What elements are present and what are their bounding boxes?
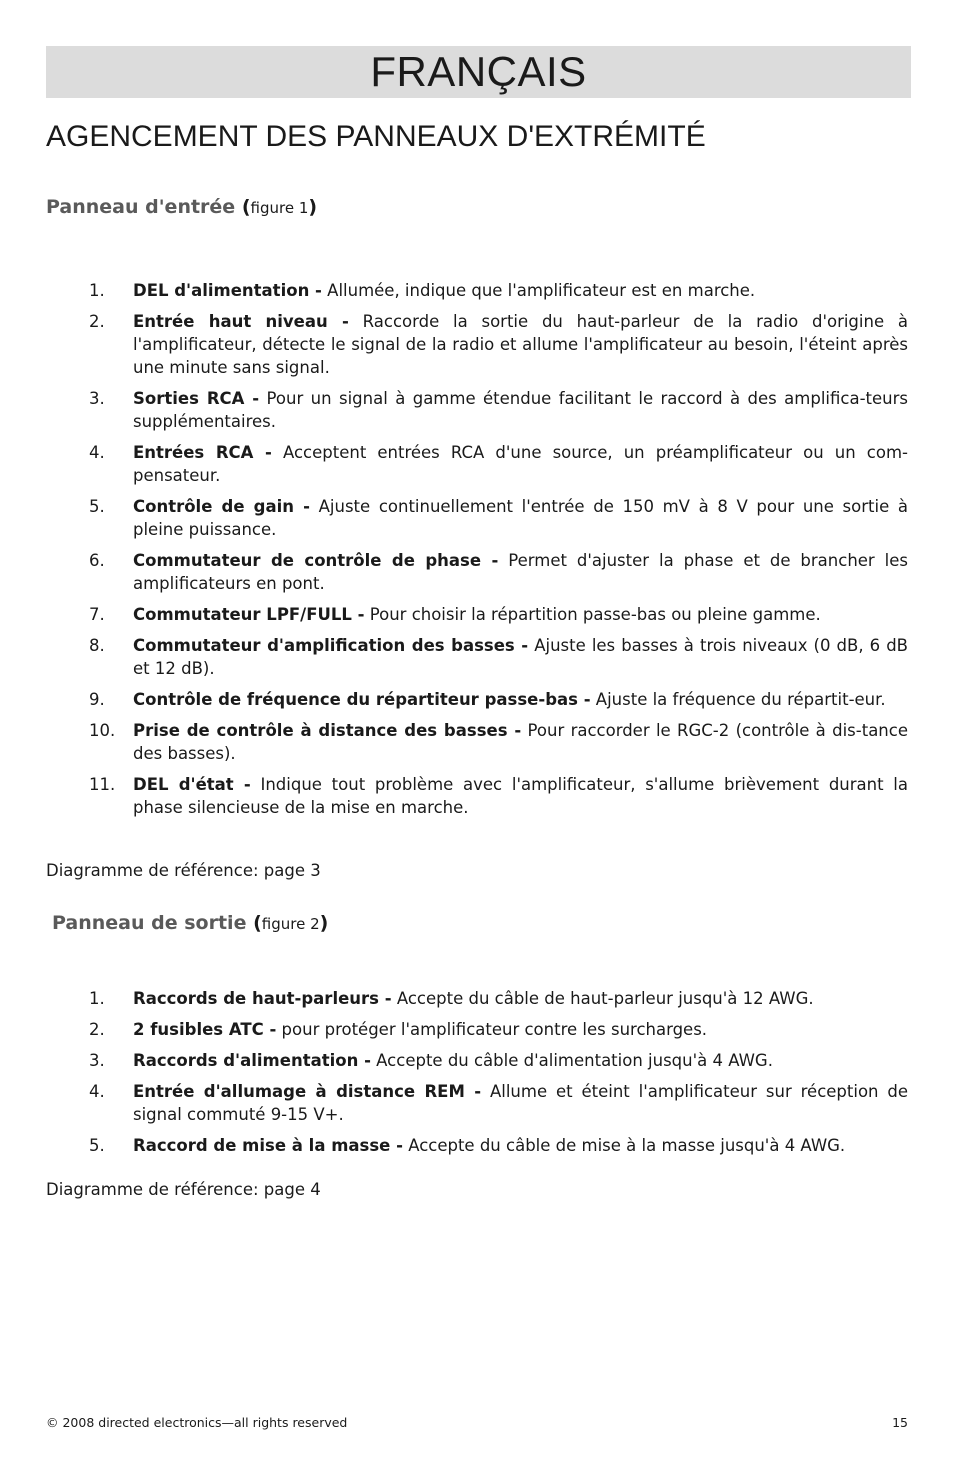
language-title: FRANÇAIS — [370, 48, 587, 95]
item-number: 2. — [89, 312, 105, 331]
item-term: Entrée d'allumage à distance REM - — [133, 1082, 482, 1101]
item-text: Raccorde la sortie du haut-parleur de la radio d'origine à l'amplificateur, détecte le signal de la radio et allume l'amplificateur au besoin, l'éteint après une minute sans signal. — [133, 312, 908, 377]
item-number: 3. — [89, 1051, 105, 1070]
item-number: 1. — [89, 281, 105, 300]
output-panel-close-paren: ) — [319, 912, 329, 934]
item-term: Contrôle de fréquence du répartiteur passe-bas - — [133, 690, 591, 709]
item-term: Prise de contrôle à distance des basses - — [133, 721, 522, 740]
item-number: 2. — [89, 1020, 105, 1039]
item-number: 1. — [89, 989, 105, 1008]
input-panel-reference: Diagramme de référence: page 3 — [46, 861, 321, 880]
input-panel-open-paren: ( — [241, 196, 251, 218]
item-term: Raccord de mise à la masse - — [133, 1136, 403, 1155]
item-text: Allume et éteint l'amplificateur sur réception de signal commuté 9-15 V+. — [133, 1082, 908, 1124]
item-term: DEL d'alimentation - — [133, 281, 322, 300]
item-term: Contrôle de gain - — [133, 497, 310, 516]
output-panel-heading-text: Panneau de sortie — [52, 912, 247, 934]
list-item — [0, 603, 954, 626]
item-term: Entrées RCA - — [133, 443, 272, 462]
item-term: Sorties RCA - — [133, 389, 260, 408]
item-text: Accepte du câble de mise à la masse jusqu'à 4 AWG. — [402, 1136, 846, 1155]
list-item — [0, 549, 954, 595]
page-title: AGENCEMENT DES PANNEAUX D'EXTRÉMITÉ — [46, 120, 706, 153]
input-panel-heading-text: Panneau d'entrée — [46, 196, 236, 218]
list-item — [0, 1049, 954, 1072]
page-number: 15 — [892, 1415, 908, 1430]
item-number: 5. — [89, 497, 105, 516]
input-panel-heading — [46, 196, 317, 218]
item-text: Ajuste les basses à trois niveaux (0 dB, 6 dB et 12 dB). — [133, 636, 908, 678]
item-text: pour protéger l'amplificateur contre les surcharges. — [276, 1020, 708, 1039]
list-item — [0, 1080, 954, 1126]
item-text: Allumée, indique que l'amplificateur est en marche. — [321, 281, 756, 300]
item-term: Commutateur LPF/FULL - — [133, 605, 365, 624]
output-panel-reference: Diagramme de référence: page 4 — [46, 1180, 321, 1199]
footer-copyright: © 2008 directed electronics—all rights reserved — [46, 1415, 348, 1430]
item-text: Indique tout problème avec l'amplificateur, s'allume brièvement durant la phase silencieuse de la mise en marche. — [133, 775, 908, 817]
item-term: DEL d'état - — [133, 775, 251, 794]
list-item — [0, 279, 954, 302]
item-number: 4. — [89, 1082, 105, 1101]
item-term: Raccords de haut-parleurs - — [133, 989, 392, 1008]
list-item — [0, 688, 954, 711]
list-item — [0, 987, 954, 1010]
output-panel-figure-ref: figure 2 — [261, 915, 320, 933]
list-item — [0, 387, 954, 433]
list-item — [0, 719, 954, 765]
item-text: Pour raccorder le RGC-2 (contrôle à dis-tance des basses). — [133, 721, 908, 763]
item-term: Commutateur de contrôle de phase - — [133, 551, 499, 570]
output-panel-open-paren: ( — [253, 912, 262, 934]
item-text: Acceptent entrées RCA d'une source, un préamplificateur ou un com-pensateur. — [133, 443, 908, 485]
list-item — [0, 773, 954, 819]
input-panel-list — [0, 279, 954, 827]
item-number: 8. — [89, 636, 105, 655]
item-number: 5. — [89, 1136, 105, 1155]
item-text: Pour choisir la répartition passe-bas ou pleine gamme. — [364, 605, 821, 624]
item-term: 2 fusibles ATC - — [133, 1020, 277, 1039]
item-term: Entrée haut niveau - — [133, 312, 349, 331]
item-number: 6. — [89, 551, 105, 570]
item-text: Accepte du câble d'alimentation jusqu'à 4 AWG. — [370, 1051, 773, 1070]
item-text: Accepte du câble de haut-parleur jusqu'à 12 AWG. — [391, 989, 814, 1008]
item-number: 10. — [89, 721, 116, 740]
item-number: 9. — [89, 690, 105, 709]
item-number: 11. — [89, 775, 116, 794]
list-item — [0, 634, 954, 680]
item-term: Raccords d'alimentation - — [133, 1051, 371, 1070]
item-number: 3. — [89, 389, 105, 408]
item-text: Permet d'ajuster la phase et de brancher les amplificateurs en pont. — [133, 551, 908, 593]
list-item — [0, 441, 954, 487]
input-panel-close-paren: ) — [308, 196, 318, 218]
list-item — [0, 1018, 954, 1041]
output-panel-list — [0, 987, 954, 1165]
language-banner — [46, 46, 911, 98]
item-number: 4. — [89, 443, 105, 462]
item-text: Ajuste la fréquence du répartit-eur. — [590, 690, 886, 709]
item-text: Pour un signal à gamme étendue facilitant le raccord à des amplifica-teurs supplémentaires. — [133, 389, 908, 431]
item-number: 7. — [89, 605, 105, 624]
item-text: Ajuste continuellement l'entrée de 150 mV à 8 V pour une sortie à pleine puissance. — [133, 497, 908, 539]
list-item — [0, 310, 954, 379]
list-item — [0, 1134, 954, 1157]
item-term: Commutateur d'amplification des basses - — [133, 636, 529, 655]
output-panel-heading — [52, 912, 328, 934]
list-item — [0, 495, 954, 541]
input-panel-figure-ref: figure 1 — [250, 199, 309, 217]
